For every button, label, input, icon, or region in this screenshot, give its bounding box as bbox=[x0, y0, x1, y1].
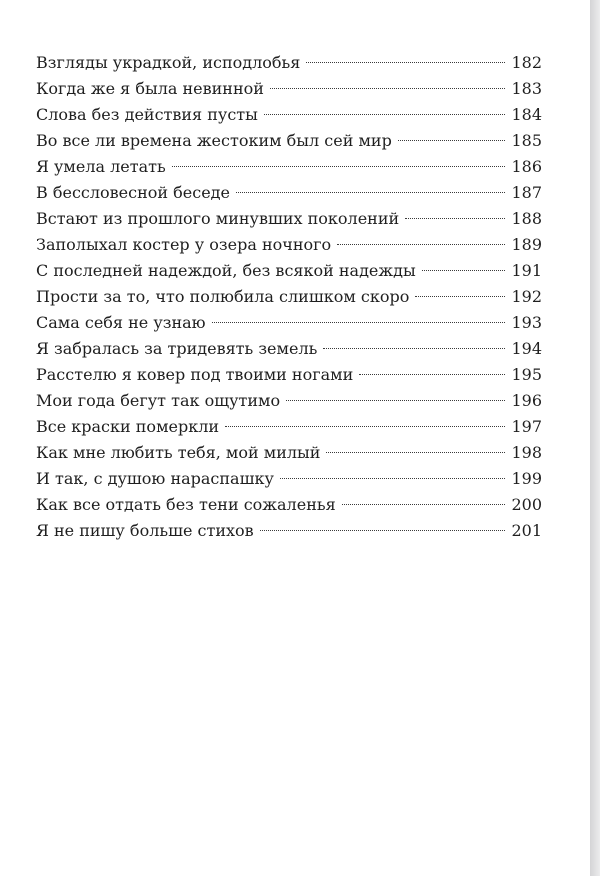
toc-entry-title: Встают из прошлого минувших поколений bbox=[36, 209, 400, 228]
toc-entry bbox=[36, 336, 542, 362]
toc-entry-page: 184 bbox=[511, 105, 542, 124]
dot-leader bbox=[342, 504, 506, 505]
toc-entry-page: 183 bbox=[511, 79, 542, 98]
toc-entry bbox=[36, 492, 542, 518]
dot-leader bbox=[326, 452, 505, 453]
dot-leader bbox=[422, 270, 506, 271]
toc-entry-title: Все краски померкли bbox=[36, 417, 220, 436]
toc-entry-title: Заполыхал костер у озера ночного bbox=[36, 235, 332, 254]
toc-entry bbox=[36, 180, 542, 206]
toc-entry-page: 200 bbox=[511, 495, 542, 514]
toc-entry-page: 187 bbox=[511, 183, 542, 202]
dot-leader bbox=[212, 322, 506, 323]
page-edge bbox=[590, 0, 600, 876]
dot-leader bbox=[306, 62, 505, 63]
toc-entry-page: 193 bbox=[511, 313, 542, 332]
toc-entry bbox=[36, 466, 542, 492]
toc-entry-title: Слова без действия пусты bbox=[36, 105, 258, 124]
toc-entry bbox=[36, 362, 542, 388]
toc-entry-title: Сама себя не узнаю bbox=[36, 313, 206, 332]
toc-entry-page: 197 bbox=[511, 417, 542, 436]
toc-entry bbox=[36, 310, 542, 336]
toc-entry-title: Когда же я была невинной bbox=[36, 79, 264, 98]
toc-entry bbox=[36, 518, 542, 544]
toc-entry bbox=[36, 388, 542, 414]
toc-entry bbox=[36, 232, 542, 258]
table-of-contents bbox=[36, 50, 542, 544]
toc-entry-page: 195 bbox=[511, 365, 542, 384]
dot-leader bbox=[270, 88, 506, 89]
toc-entry-page: 186 bbox=[511, 157, 542, 176]
toc-entry-title: Мои года бегут так ощутимо bbox=[36, 391, 281, 410]
dot-leader bbox=[286, 400, 505, 401]
toc-entry bbox=[36, 206, 542, 232]
toc-entry bbox=[36, 284, 542, 310]
toc-entry-page: 196 bbox=[511, 391, 542, 410]
toc-entry-page: 182 bbox=[511, 53, 542, 72]
toc-entry bbox=[36, 414, 542, 440]
toc-entry-title: Прости за то, что полюбила слишком скоро bbox=[36, 287, 410, 306]
dot-leader bbox=[280, 478, 506, 479]
dot-leader bbox=[398, 140, 506, 141]
toc-entry-title: Я умела летать bbox=[36, 157, 166, 176]
toc-entry-page: 188 bbox=[511, 209, 542, 228]
toc-entry-title: Во все ли времена жестоким был сей мир bbox=[36, 131, 392, 150]
toc-entry-title: Я не пишу больше стихов bbox=[36, 521, 254, 540]
toc-entry-title: Как мне любить тебя, мой милый bbox=[36, 443, 321, 462]
dot-leader bbox=[260, 530, 506, 531]
toc-entry bbox=[36, 258, 542, 284]
toc-entry-page: 191 bbox=[511, 261, 542, 280]
toc-entry bbox=[36, 154, 542, 180]
dot-leader bbox=[323, 348, 505, 349]
toc-entry-page: 194 bbox=[511, 339, 542, 358]
dot-leader bbox=[225, 426, 505, 427]
toc-entry bbox=[36, 128, 542, 154]
toc-entry-page: 189 bbox=[511, 235, 542, 254]
toc-entry-title: И так, с душою нараспашку bbox=[36, 469, 274, 488]
dot-leader bbox=[337, 244, 505, 245]
toc-entry-page: 192 bbox=[511, 287, 542, 306]
toc-entry-page: 198 bbox=[511, 443, 542, 462]
toc-entry-title: Как все отдать без тени сожаленья bbox=[36, 495, 336, 514]
toc-entry-title: Взгляды украдкой, исподлобья bbox=[36, 53, 301, 72]
toc-entry-title: Я забралась за тридевять земель bbox=[36, 339, 318, 358]
toc-entry-page: 185 bbox=[511, 131, 542, 150]
toc-entry-title: С последней надеждой, без всякой надежды bbox=[36, 261, 416, 280]
dot-leader bbox=[236, 192, 505, 193]
toc-entry bbox=[36, 102, 542, 128]
toc-entry-page: 199 bbox=[511, 469, 542, 488]
dot-leader bbox=[359, 374, 505, 375]
toc-entry-title: Расстелю я ковер под твоими ногами bbox=[36, 365, 354, 384]
toc-entry bbox=[36, 440, 542, 466]
toc-entry-page: 201 bbox=[511, 521, 542, 540]
dot-leader bbox=[415, 296, 505, 297]
toc-entry bbox=[36, 76, 542, 102]
toc-entry bbox=[36, 50, 542, 76]
dot-leader bbox=[172, 166, 506, 167]
dot-leader bbox=[264, 114, 506, 115]
toc-entry-title: В бессловесной беседе bbox=[36, 183, 230, 202]
dot-leader bbox=[405, 218, 505, 219]
